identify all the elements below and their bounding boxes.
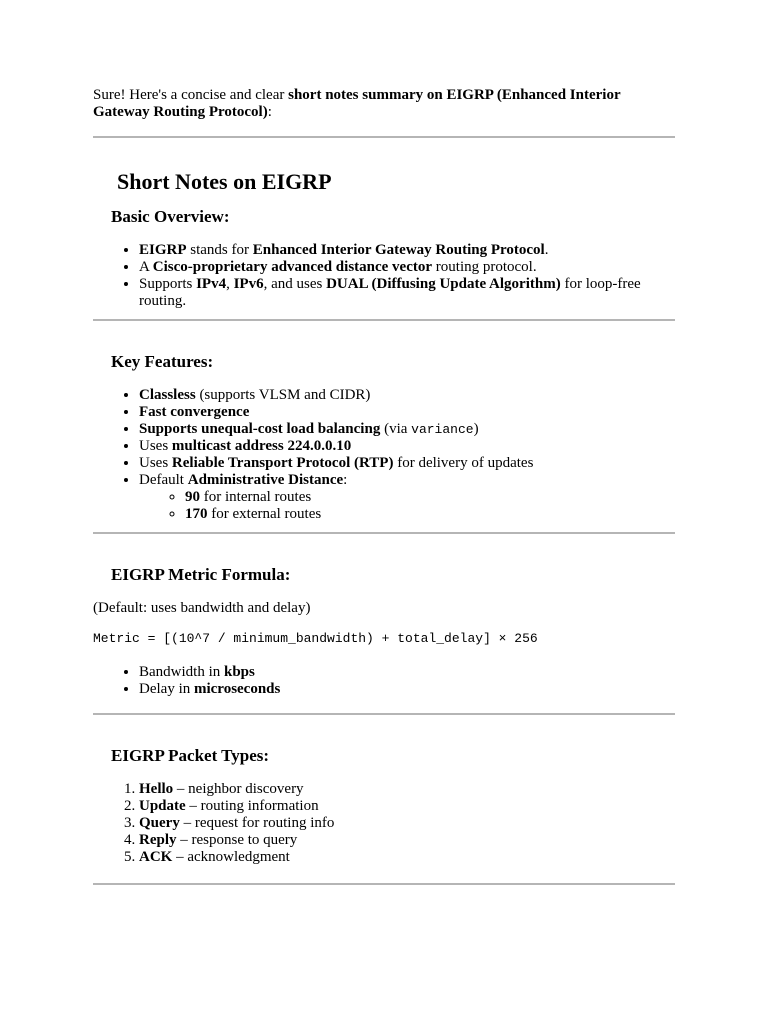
metric-list bbox=[93, 664, 675, 698]
intro-paragraph: Sure! Here's a concise and clear short notes summary on EIGRP (Enhanced Interior Gateway Routing Protocol): bbox=[93, 87, 621, 120]
section-heading-features: Key Features: bbox=[111, 352, 214, 371]
list-item: 5. ACK – acknowledgment bbox=[139, 849, 675, 866]
section-heading-metric: EIGRP Metric Formula: bbox=[111, 565, 291, 584]
list-item: 4. Reply – response to query bbox=[139, 832, 675, 849]
metric-formula: Metric = [(10^7 / minimum_bandwidth) + total_delay] × 256 bbox=[93, 631, 538, 646]
sub-list-item: ◦ 170 for external routes bbox=[185, 506, 675, 523]
section-heading-packets: EIGRP Packet Types: bbox=[111, 746, 270, 765]
list-item: • Supports unequal-cost load balancing (via variance) bbox=[139, 421, 675, 438]
list-item: • Uses multicast address 224.0.0.10 bbox=[139, 438, 675, 455]
page-title: Short Notes on EIGRP bbox=[117, 169, 332, 194]
list-item: • Supports IPv4, IPv6, and uses DUAL (Diffusing Update Algorithm) for loop-free routing. bbox=[139, 276, 675, 310]
divider bbox=[93, 136, 675, 138]
packets-list bbox=[93, 781, 675, 866]
list-item: • Uses Reliable Transport Protocol (RTP) for delivery of updates bbox=[139, 455, 675, 472]
document-page bbox=[93, 87, 675, 885]
list-item: 3. Query – request for routing info bbox=[139, 815, 675, 832]
overview-list bbox=[93, 242, 675, 310]
section-heading-overview: Basic Overview: bbox=[111, 207, 230, 226]
list-item: • Classless (supports VLSM and CIDR) bbox=[139, 387, 675, 404]
metric-note: (Default: uses bandwidth and delay) bbox=[93, 600, 311, 616]
list-item: • EIGRP stands for Enhanced Interior Gateway Routing Protocol. bbox=[139, 242, 675, 259]
sub-list bbox=[139, 489, 675, 523]
divider bbox=[93, 532, 675, 534]
list-item: 1. Hello – neighbor discovery bbox=[139, 781, 675, 798]
list-item: • Default Administrative Distance: ◦ 90 for internal routes ◦ 170 for external routes bbox=[139, 472, 675, 523]
divider bbox=[93, 319, 675, 321]
list-item: • Fast convergence bbox=[139, 404, 675, 421]
features-list bbox=[93, 387, 675, 523]
sub-list-item: ◦ 90 for internal routes bbox=[185, 489, 675, 506]
list-item: • A Cisco-proprietary advanced distance vector routing protocol. bbox=[139, 259, 675, 276]
list-item: 2. Update – routing information bbox=[139, 798, 675, 815]
list-item: • Delay in microseconds bbox=[139, 681, 675, 698]
divider bbox=[93, 883, 675, 885]
list-item: • Bandwidth in kbps bbox=[139, 664, 675, 681]
divider bbox=[93, 713, 675, 715]
